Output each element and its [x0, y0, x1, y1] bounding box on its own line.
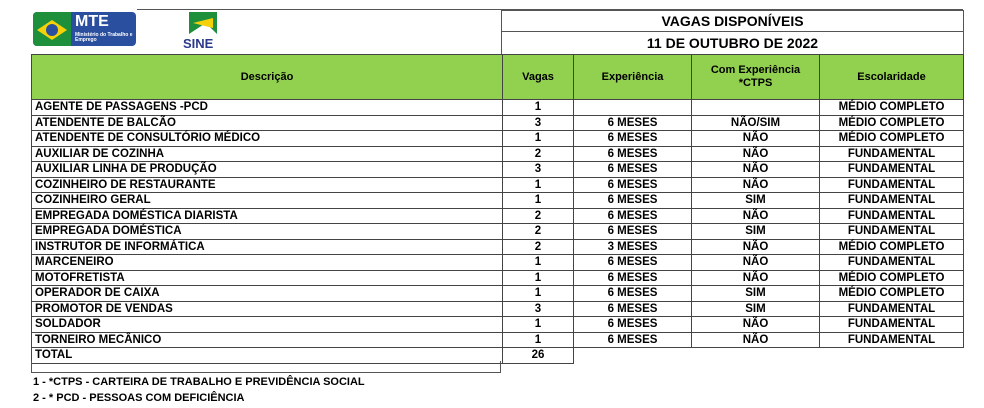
cell-descricao: INSTRUTOR DE INFORMÁTICA [32, 239, 503, 255]
cell-experiencia: 6 MESES [574, 177, 692, 193]
cell-vagas: 1 [503, 286, 574, 302]
cell-ctps: NÃO [692, 239, 820, 255]
cell-ctps: NÃO [692, 177, 820, 193]
cell-descricao: COZINHEIRO GERAL [32, 193, 503, 209]
cell-ctps: SIM [692, 224, 820, 240]
table-row [32, 239, 964, 255]
cell-vagas: 1 [503, 255, 574, 271]
mte-logo: MTE Ministério do Trabalho e Emprego [33, 12, 136, 46]
cell-escolaridade: FUNDAMENTAL [820, 193, 964, 209]
header-vagas: Vagas [503, 55, 574, 100]
cell-experiencia: 6 MESES [574, 208, 692, 224]
cell-descricao: EMPREGADA DOMÉSTICA [32, 224, 503, 240]
cell-ctps: NÃO [692, 270, 820, 286]
cell-ctps: SIM [692, 286, 820, 302]
cell-descricao: AGENTE DE PASSAGENS -PCD [32, 100, 503, 116]
table-row [32, 131, 964, 147]
header-escolaridade: Escolaridade [820, 55, 964, 100]
cell-vagas: 1 [503, 332, 574, 348]
cell-descricao: ATENDENTE DE BALCÃO [32, 115, 503, 131]
footnote-pcd: 2 - * PCD - PESSOAS COM DEFICIÊNCIA [33, 392, 245, 404]
cell-experiencia: 6 MESES [574, 146, 692, 162]
cell-experiencia: 6 MESES [574, 317, 692, 333]
cell-escolaridade: FUNDAMENTAL [820, 255, 964, 271]
cell-escolaridade: MÉDIO COMPLETO [820, 115, 964, 131]
cell-vagas: 1 [503, 317, 574, 333]
table-row [32, 317, 964, 333]
cell-descricao: AUXILIAR DE COZINHA [32, 146, 503, 162]
cell-escolaridade: MÉDIO COMPLETO [820, 286, 964, 302]
table-row [32, 162, 964, 178]
cell-vagas: 2 [503, 239, 574, 255]
header-ctps: Com Experiência *CTPS [692, 55, 820, 100]
cell-descricao: EMPREGADA DOMÉSTICA DIARISTA [32, 208, 503, 224]
cell-ctps: NÃO [692, 317, 820, 333]
cell-ctps: NÃO [692, 146, 820, 162]
table-row [32, 270, 964, 286]
cell-descricao: AUXILIAR LINHA DE PRODUÇÃO [32, 162, 503, 178]
cell-experiencia: 6 MESES [574, 131, 692, 147]
cell-experiencia: 6 MESES [574, 301, 692, 317]
cell-escolaridade: FUNDAMENTAL [820, 317, 964, 333]
table-row [32, 100, 964, 116]
cell-descricao: COZINHEIRO DE RESTAURANTE [32, 177, 503, 193]
cell-ctps: NÃO/SIM [692, 115, 820, 131]
total-label: TOTAL [32, 348, 503, 364]
cell-experiencia [574, 100, 692, 116]
cell-descricao: PROMOTOR DE VENDAS [32, 301, 503, 317]
cell-experiencia: 6 MESES [574, 224, 692, 240]
cell-vagas: 2 [503, 224, 574, 240]
table-row [32, 224, 964, 240]
table-row [32, 115, 964, 131]
cell-vagas: 1 [503, 131, 574, 147]
cell-descricao: ATENDENTE DE CONSULTÓRIO MÉDICO [32, 131, 503, 147]
cell-experiencia: 3 MESES [574, 239, 692, 255]
total-value: 26 [503, 348, 574, 364]
total-row [32, 348, 964, 364]
cell-escolaridade: FUNDAMENTAL [820, 146, 964, 162]
cell-vagas: 3 [503, 162, 574, 178]
table-row [32, 177, 964, 193]
table-row [32, 193, 964, 209]
cell-ctps: NÃO [692, 131, 820, 147]
cell-vagas: 2 [503, 146, 574, 162]
date: 11 DE OUTUBRO DE 2022 [501, 31, 964, 54]
header-experiencia: Experiência [574, 55, 692, 100]
cell-vagas: 1 [503, 270, 574, 286]
cell-escolaridade: FUNDAMENTAL [820, 162, 964, 178]
cell-escolaridade: MÉDIO COMPLETO [820, 131, 964, 147]
header-descricao: Descrição [32, 55, 503, 100]
cell-descricao: OPERADOR DE CAIXA [32, 286, 503, 302]
footnote-ctps: 1 - *CTPS - CARTEIRA DE TRABALHO E PREVIDÊNCIA SOCIAL [33, 376, 365, 388]
cell-ctps: SIM [692, 301, 820, 317]
cell-ctps: NÃO [692, 255, 820, 271]
cell-vagas: 2 [503, 208, 574, 224]
cell-experiencia: 6 MESES [574, 193, 692, 209]
cell-experiencia: 6 MESES [574, 255, 692, 271]
cell-descricao: MOTOFRETISTA [32, 270, 503, 286]
cell-ctps [692, 100, 820, 116]
cell-experiencia: 6 MESES [574, 286, 692, 302]
cell-descricao: TORNEIRO MECÂNICO [32, 332, 503, 348]
cell-ctps: NÃO [692, 162, 820, 178]
cell-vagas: 3 [503, 301, 574, 317]
cell-experiencia: 6 MESES [574, 115, 692, 131]
cell-descricao: MARCENEIRO [32, 255, 503, 271]
cell-experiencia: 6 MESES [574, 162, 692, 178]
cell-experiencia: 6 MESES [574, 270, 692, 286]
sine-logo: SINE [183, 12, 225, 52]
cell-vagas: 1 [503, 193, 574, 209]
cell-escolaridade: MÉDIO COMPLETO [820, 100, 964, 116]
cell-escolaridade: FUNDAMENTAL [820, 332, 964, 348]
table-row [32, 301, 964, 317]
cell-ctps: SIM [692, 193, 820, 209]
cell-vagas: 1 [503, 100, 574, 116]
cell-escolaridade: FUNDAMENTAL [820, 224, 964, 240]
cell-ctps: NÃO [692, 208, 820, 224]
cell-ctps: NÃO [692, 332, 820, 348]
vacancies-table [31, 54, 964, 364]
table-row [32, 208, 964, 224]
cell-vagas: 1 [503, 177, 574, 193]
table-row [32, 286, 964, 302]
cell-escolaridade: FUNDAMENTAL [820, 208, 964, 224]
cell-escolaridade: MÉDIO COMPLETO [820, 270, 964, 286]
cell-escolaridade: FUNDAMENTAL [820, 301, 964, 317]
cell-descricao: SOLDADOR [32, 317, 503, 333]
table-row [32, 255, 964, 271]
cell-escolaridade: FUNDAMENTAL [820, 177, 964, 193]
page-title: VAGAS DISPONÍVEIS [501, 10, 964, 32]
table-row [32, 332, 964, 348]
cell-experiencia: 6 MESES [574, 332, 692, 348]
cell-vagas: 3 [503, 115, 574, 131]
table-row [32, 146, 964, 162]
cell-escolaridade: MÉDIO COMPLETO [820, 239, 964, 255]
